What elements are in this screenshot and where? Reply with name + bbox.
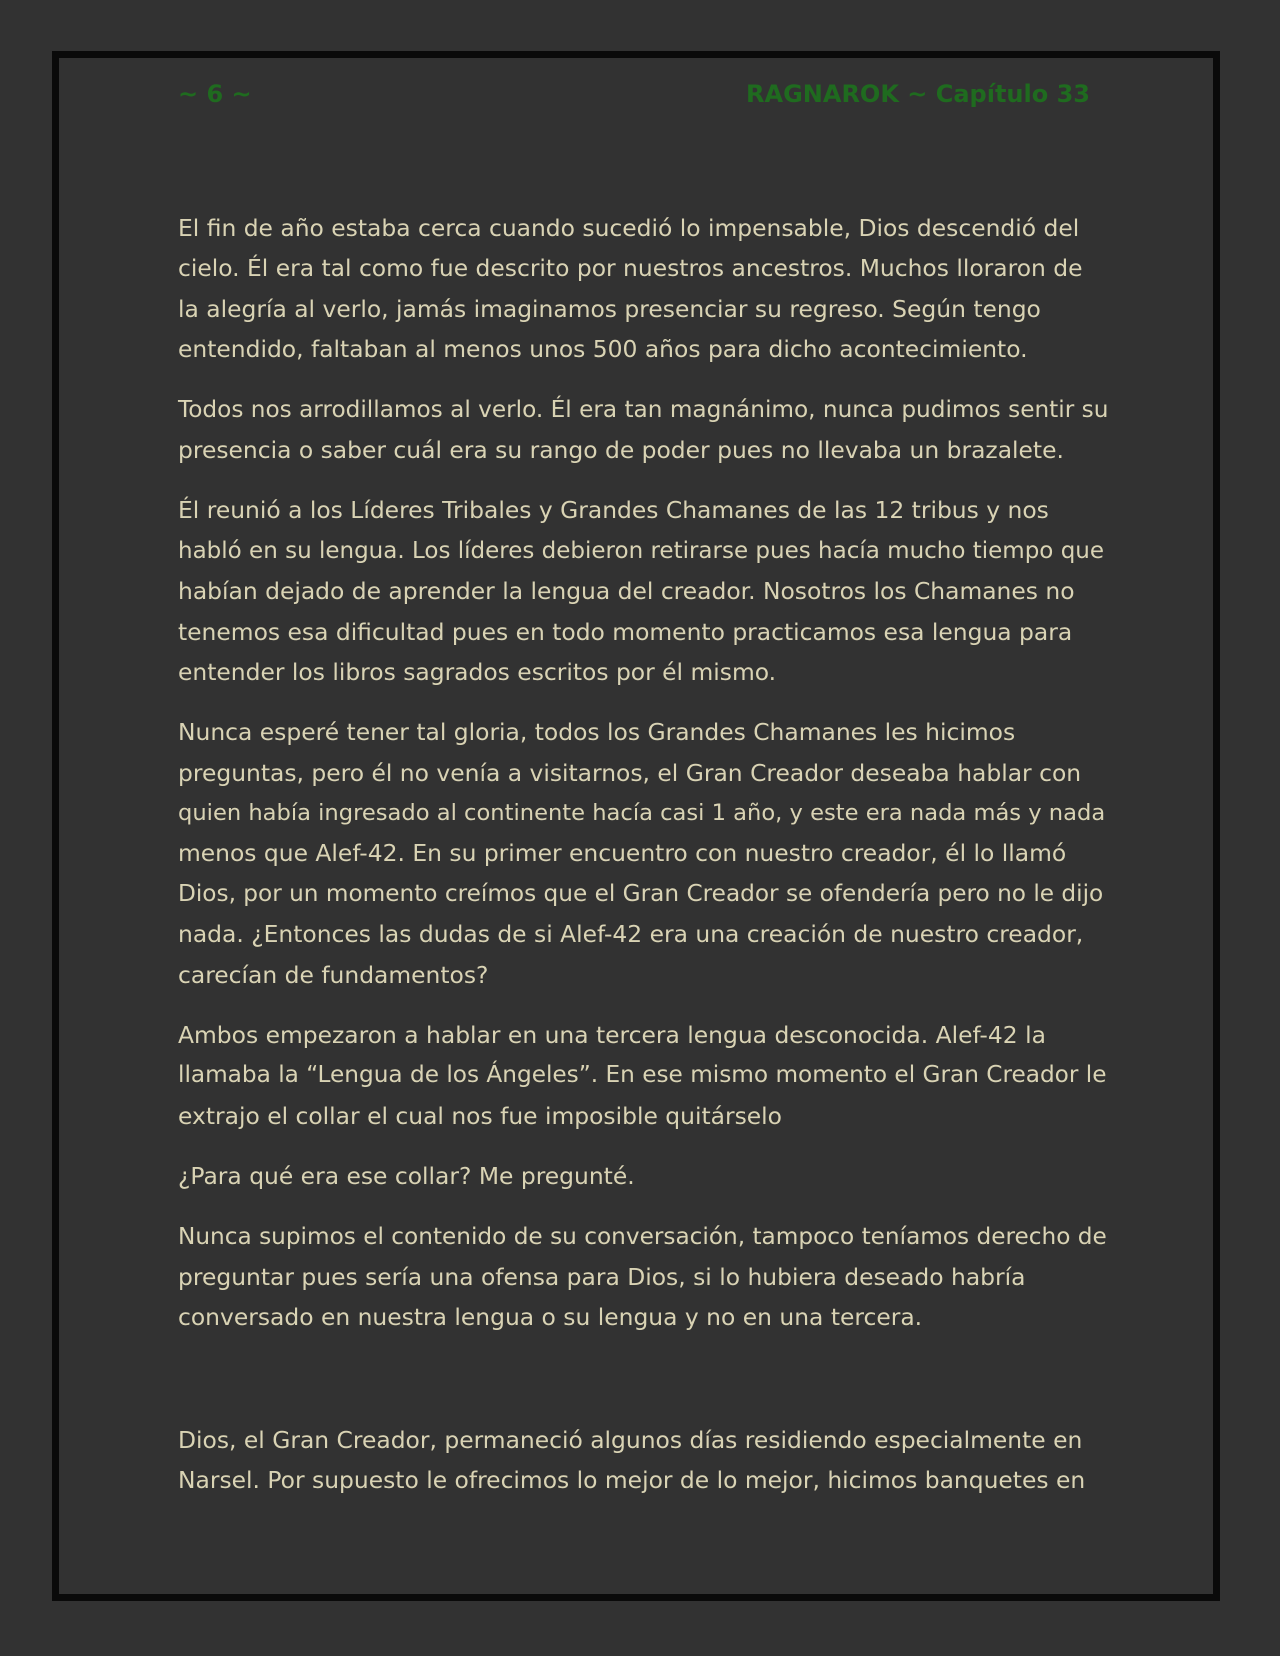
text-line: extrajo el collar el cual nos fue imposible quitárselo [178,1101,782,1130]
running-title: RAGNAROK ~ Capítulo 33 [746,80,1090,108]
text-line: la alegría al verlo, jamás imaginamos presenciar su regreso. Según tengo [178,294,1041,323]
text-line: menos que Alef-42. En su primer encuentro con nuestro creador, él lo llamó [178,839,1067,868]
paragraph [178,712,1108,995]
paragraph [178,1420,1108,1501]
section-break [178,1358,1108,1420]
text-line: habían dejado de aprender la lengua del creador. Nosotros los Chamanes no [178,577,1075,606]
text-line: conversado en nuestra lengua o su lengua y no en una tercera. [178,1303,923,1332]
text-line: Narsel. Por supuesto le ofrecimos lo mejor de lo mejor, hicimos banquetes en [178,1466,1086,1495]
text-line: Todos nos arrodillamos al verlo. Él era tan magnánimo, nunca pudimos sentir su [178,395,1109,423]
text-line: tenemos esa dificultad pues en todo momento practicamos esa lengua para [178,617,1073,646]
text-line: entendido, faltaban al menos unos 500 años para dicho acontecimiento. [178,335,1028,364]
text-line: quien había ingresado al continente hacía casi 1 año, y este era nada más y nada [178,800,1106,827]
page-number: ~ 6 ~ [178,80,252,108]
page-header [178,78,1090,110]
paragraph [178,208,1108,370]
text-line: preguntar pues sería una ofensa para Dios, si lo hubiera deseado habría [178,1262,1026,1291]
text-line: Nunca supimos el contenido de su conversación, tampoco teníamos derecho de [178,1222,1107,1250]
text-line: entender los libros sagrados escritos por él mismo. [178,657,777,686]
paragraph [178,1015,1108,1136]
text-line: Dios, por un momento creímos que el Gran Creador se ofendería pero no le dijo [178,879,1104,907]
paragraph [178,490,1108,692]
text-line: nada. ¿Entonces las dudas de si Alef-42 era una creación de nuestro creador, [178,920,1084,949]
paragraph [178,1156,1108,1196]
text-line: Nunca esperé tener tal gloria, todos los Grandes Chamanes les hicimos [178,718,1016,747]
text-line: carecían de fundamentos? [178,960,489,989]
text-line: preguntas, pero él no venía a visitarnos, el Gran Creador deseaba hablar con [178,758,1082,787]
text-line: Ambos empezaron a hablar en una tercera lengua desconocida. Alef-42 la [178,1021,1046,1050]
text-line: Dios, el Gran Creador, permaneció algunos días residiendo especialmente en [178,1425,1083,1454]
text-line: El fin de año estaba cerca cuando sucedió lo impensable, Dios descendió del [178,214,1080,242]
text-line: ¿Para qué era ese collar? Me pregunté. [178,1162,635,1191]
text-line: cielo. Él era tal como fue descrito por nuestros ancestros. Muchos lloraron de [178,254,1083,283]
text-line: presencia o saber cuál era su rango de poder pues no llevaba un brazalete. [178,435,1064,464]
text-line: habló en su lengua. Los líderes debieron retirarse pues hacía mucho tiempo que [178,537,1105,564]
text-line: Él reunió a los Líderes Tribales y Grandes Chamanes de las 12 tribus y nos [178,496,1049,525]
paragraph [178,390,1108,471]
paragraph [178,1217,1108,1338]
page-body [178,208,1108,1521]
text-line: llamaba la “Lengua de los Ángeles”. En ese mismo momento el Gran Creador le [178,1061,1107,1089]
